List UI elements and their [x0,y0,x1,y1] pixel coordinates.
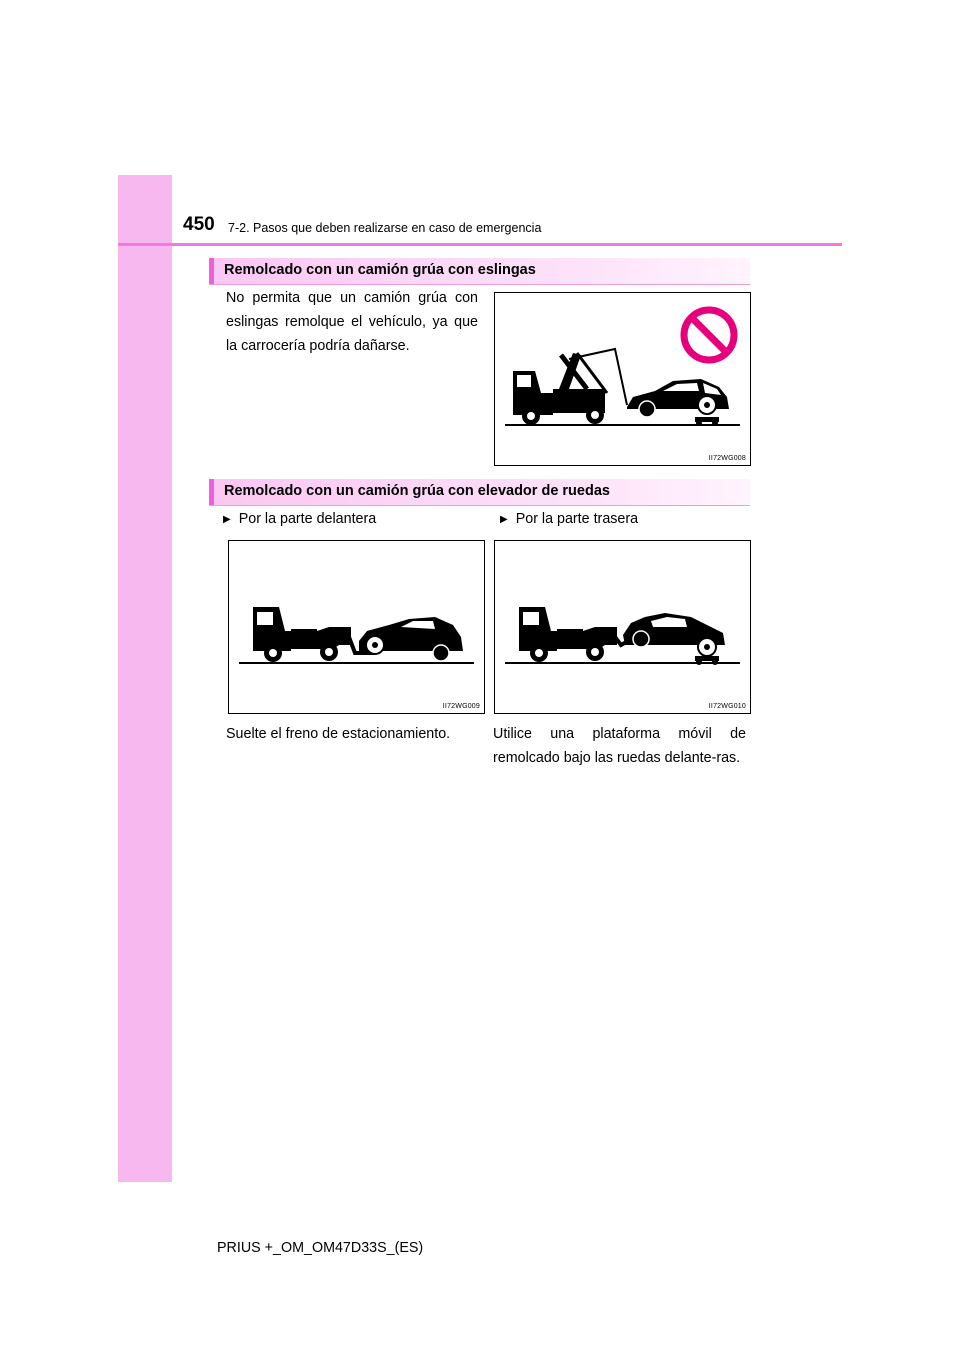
chapter-title: 7-2. Pasos que deben realizarse en caso de emergencia [228,221,542,235]
figure-code: II72WG008 [708,455,746,462]
tow-truck-graphic [519,607,635,662]
triangle-bullet-icon: ▶ [223,514,231,525]
car-graphic [359,617,463,661]
section-title: Remolcado con un camión grúa con elevador de ruedas [224,483,610,499]
figure-code: II72WG009 [442,703,480,710]
car-graphic [623,613,725,665]
car-graphic [627,379,729,426]
page-number: 450 [183,214,215,235]
rear-tow-instruction: Utilice una plataforma móvil de remolcado bajo las ruedas delante-ras. [493,726,746,766]
sling-warning-text: No permita que un camión grúa con eslingas remolque el vehículo, ya que la carrocería podría dañarse. [226,290,478,354]
figure-code: II72WG010 [708,703,746,710]
front-tow-label: ▶ Por la parte delantera [223,511,377,527]
section-title: Remolcado con un camión grúa con eslingas [224,262,536,278]
tow-truck-graphic [253,607,375,662]
figure-sling-tow [494,292,751,466]
figure-rear-wheel-lift [494,540,751,714]
tow-truck-graphic [513,349,627,425]
side-tab [118,175,172,1182]
triangle-bullet-icon: ▶ [500,514,508,525]
section-heading-wheel-lift [209,479,750,506]
heading-accent-bar [209,479,214,505]
rear-tow-label: ▶ Por la parte trasera [500,511,639,527]
prohibited-icon [684,310,734,360]
figure-front-wheel-lift [228,540,485,714]
document-id: PRIUS +_OM_OM47D33S_(ES) [217,1240,424,1256]
section-heading-sling [209,258,750,285]
front-tow-instruction: Suelte el freno de estacionamiento. [226,726,451,742]
header-rule [118,243,842,246]
heading-accent-bar [209,258,214,284]
